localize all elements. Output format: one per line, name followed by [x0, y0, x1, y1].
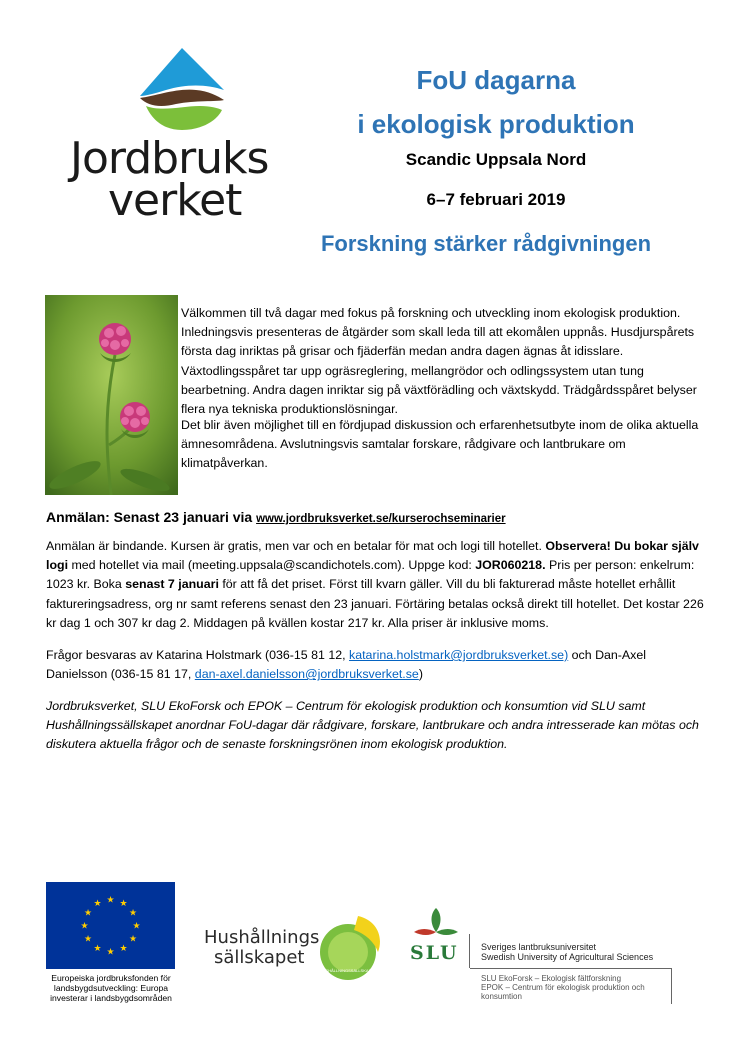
eu-star: ★ — [83, 933, 93, 944]
eu-star: ★ — [80, 920, 89, 931]
eu-star: ★ — [83, 907, 93, 918]
eu-star: ★ — [128, 907, 138, 918]
registration-note-bold: Observera! Du bokar själv logi — [46, 539, 699, 573]
registration-text-4: för att få det priset. Först till kvarn gäller. Vill du bli fakturerad måste hotellet erhållit faktureringsadress, org nr samt referens senast den 23 januari. Förtäring betalas också direkt till hotellet. Det kostar 226 kr dag 1 och 307 kr dag 2. Middagen på kvällen kostar 217 kr. Alla priser är inklusive moms. — [46, 577, 704, 630]
registration-paragraph — [46, 537, 706, 633]
eu-caption: Europeiska jordbruksfonden för landsbygdsutveckling: Europa investerar i landsbygdsområden — [50, 973, 172, 1003]
slu-divider — [469, 934, 470, 968]
event-title-line1: FoU dagarna — [416, 65, 576, 95]
hush-badge-text: HUSHÅLLNINGSSÄLLSKAPET — [319, 968, 377, 973]
registration-text-1: Anmälan är bindande. Kursen är gratis, men var och en betalar för mat och logi till hotellet. — [46, 539, 546, 553]
clover-photo — [45, 295, 178, 495]
slu-ekoforsk: SLU EkoForsk – Ekologisk fältforskning — [481, 974, 622, 983]
logo-word-line2: verket — [108, 175, 242, 226]
registration-heading — [46, 507, 706, 529]
eu-star: ★ — [132, 920, 141, 931]
hush-emblem — [318, 912, 386, 984]
registration-text-2: med hotellet via mail (meeting.uppsala@scandichotels.com). Uppge kod: — [68, 558, 476, 573]
eu-star: ★ — [128, 933, 138, 944]
slu-emblem — [410, 906, 462, 942]
event-dates: 6–7 februari 2019 — [426, 190, 566, 209]
eu-star: ★ — [93, 943, 102, 954]
booking-deadline: senast 7 januari — [125, 577, 219, 592]
slu-name-sv: Sveriges lantbruksuniversitet — [481, 942, 597, 952]
contact-paragraph — [46, 646, 706, 684]
registration-link[interactable]: www.jordbruksverket.se/kurserochseminarier — [256, 513, 506, 525]
slu-epok: EPOK – Centrum för ekologisk produktion och konsumtion — [481, 983, 645, 1001]
jordbruksverket-emblem — [136, 46, 228, 132]
event-venue: Scandic Uppsala Nord — [405, 150, 587, 169]
slu-sub-divider — [671, 968, 672, 1004]
contact-text-3: ) — [418, 667, 423, 682]
slu-name-en: Swedish University of Agricultural Sciences — [481, 952, 654, 962]
eu-star: ★ — [119, 897, 128, 908]
hush-text-line1: Hushållnings — [204, 927, 320, 948]
event-title-line2: i ekologisk produktion — [357, 109, 635, 139]
slu-word: SLU — [410, 942, 459, 964]
hush-text-line2: sällskapet — [214, 947, 305, 968]
eu-flag — [46, 882, 175, 969]
eu-star: ★ — [106, 894, 115, 905]
registration-heading-text: Anmälan: Senast 23 januari via — [46, 509, 253, 525]
logo-word-line1: Jordbruks — [70, 133, 269, 184]
slu-underline — [470, 968, 672, 969]
intro-paragraph-1: Välkommen till två dagar med fokus på forskning och utveckling inom ekologisk produktion. Inledningsvis presenteras de åtgärder som skall leda till att ekomålen uppnås. Husdjurspårets första dag inriktas på grisar och fjäderfän medan andra dagen ägnas åt idisslare. Växtodlingsspåret tar upp ogräsreglering, mellangrödor och odlingssystem utan tung bearbetning. Andra dagen inriktar sig på växtförädling och växtskydd. Trädgårdsspåret belyser flera nya tekniska produktionslösningar. — [181, 306, 697, 417]
contact-text-2: och Dan-Axel Danielsson (036-15 81 17, — [46, 648, 647, 682]
booking-code: JOR060218. — [475, 558, 546, 573]
eu-star: ★ — [93, 897, 102, 908]
intro-paragraph-2: Det blir även möjlighet till en fördjupad diskussion och erfarenhetsutbyte inom de olika aktuella ämnesområdena. Avslutningsvis samtalar forskare, rådgivare och lantbrukare om klimatpåverkan. — [181, 418, 699, 471]
email-link-katarina[interactable]: katarina.holstmark@jordbruksverket.se) — [349, 648, 569, 662]
email-link-dan-axel[interactable]: dan-axel.danielsson@jordbruksverket.se — [194, 667, 419, 682]
hushallningssallskapet-logo — [204, 928, 319, 968]
organizers-paragraph: Jordbruksverket, SLU EkoForsk och EPOK – Centrum för ekologisk produktion och konsumtion vid SLU samt Hushållningssällskapet anordnar FoU-dagar där rådgivare, forskare, lantbrukare och andra intresserade kan mötas och diskutera aktuella frågor och de senaste forskningsrönen inom ekologisk produktion. — [46, 699, 699, 752]
registration-text-3: Pris per person: enkelrum: 1023 kr. Boka — [46, 558, 695, 592]
eu-star: ★ — [119, 943, 128, 954]
contact-text-1: Frågor besvaras av Katarina Holstmark (036-15 81 12, — [46, 648, 350, 662]
eu-star: ★ — [106, 946, 115, 957]
event-subtitle: Forskning stärker rådgivningen — [320, 231, 652, 256]
